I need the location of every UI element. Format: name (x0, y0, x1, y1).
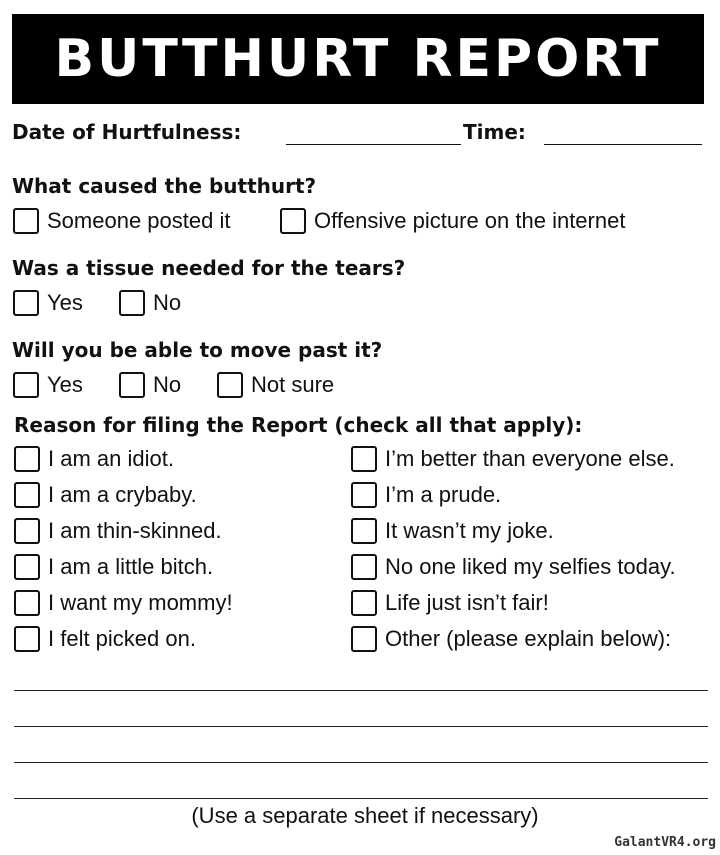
option-label: I’m a prude. (385, 482, 502, 507)
checkbox-box[interactable] (351, 626, 377, 652)
option-label: I want my mommy! (48, 590, 233, 615)
checkbox-move-past-no[interactable] (119, 372, 181, 398)
checkbox-reason-not-my-joke[interactable] (351, 518, 554, 544)
option-label: No (153, 372, 182, 397)
checkbox-box[interactable] (14, 590, 40, 616)
question-reasons: Reason for filing the Report (check all that apply): (14, 413, 583, 437)
checkbox-box[interactable] (217, 372, 243, 398)
checkbox-box[interactable] (351, 518, 377, 544)
option-label: Other (please explain below): (385, 626, 672, 651)
option-label: Offensive picture on the internet (314, 208, 626, 233)
report-title-banner (12, 14, 704, 104)
checkbox-box[interactable] (13, 208, 39, 234)
option-label: I am a little bitch. (48, 554, 214, 579)
explanation-line[interactable] (14, 798, 708, 799)
checkbox-box[interactable] (351, 554, 377, 580)
checkbox-move-past-yes[interactable] (13, 372, 83, 398)
option-label: I’m better than everyone else. (385, 446, 675, 471)
option-label: Yes (47, 372, 83, 397)
checkbox-box[interactable] (14, 554, 40, 580)
option-label: Not sure (251, 372, 335, 397)
checkbox-reason-better[interactable] (351, 446, 675, 472)
checkbox-box[interactable] (351, 482, 377, 508)
option-label: Someone posted it (47, 208, 231, 233)
option-label: It wasn’t my joke. (385, 518, 554, 543)
checkbox-box[interactable] (14, 446, 40, 472)
date-label: Date of Hurtfulness: (12, 120, 242, 144)
checkbox-box[interactable] (14, 518, 40, 544)
checkbox-reason-idiot[interactable] (14, 446, 174, 472)
checkbox-reason-selfies[interactable] (351, 554, 676, 580)
option-label: No one liked my selfies today. (385, 554, 676, 579)
question-cause: What caused the butthurt? (12, 174, 317, 198)
checkbox-box[interactable] (14, 482, 40, 508)
question-tissue: Was a tissue needed for the tears? (12, 256, 406, 280)
question-move-past: Will you be able to move past it? (12, 338, 383, 362)
checkbox-move-past-not-sure[interactable] (217, 372, 334, 398)
checkbox-box[interactable] (280, 208, 306, 234)
watermark: GalantVR4.org (614, 835, 716, 850)
checkbox-tissue-yes[interactable] (13, 290, 83, 316)
checkbox-box[interactable] (14, 626, 40, 652)
option-label: I am an idiot. (48, 446, 174, 471)
checkbox-box[interactable] (351, 590, 377, 616)
checkbox-reason-crybaby[interactable] (14, 482, 197, 508)
explanation-line[interactable] (14, 726, 708, 727)
checkbox-reason-picked-on[interactable] (14, 626, 196, 652)
checkbox-reason-other[interactable] (351, 626, 671, 652)
option-label: I am a crybaby. (48, 482, 197, 507)
checkbox-reason-mommy[interactable] (14, 590, 233, 616)
separate-sheet-note: (Use a separate sheet if necessary) (191, 803, 539, 828)
checkbox-reason-not-fair[interactable] (351, 590, 549, 616)
time-field[interactable] (544, 144, 702, 145)
checkbox-reason-prude[interactable] (351, 482, 501, 508)
explanation-line[interactable] (14, 690, 708, 691)
checkbox-box[interactable] (119, 372, 145, 398)
checkbox-tissue-no[interactable] (119, 290, 181, 316)
option-label: I am thin-skinned. (48, 518, 222, 543)
checkbox-box[interactable] (13, 290, 39, 316)
checkbox-box[interactable] (119, 290, 145, 316)
checkbox-someone-posted-it[interactable] (13, 208, 230, 234)
time-label: Time: (463, 120, 526, 144)
option-label: Yes (47, 290, 83, 315)
explanation-line[interactable] (14, 762, 708, 763)
option-label: No (153, 290, 182, 315)
report-title: BUTTHURT REPORT (54, 29, 662, 89)
checkbox-box[interactable] (13, 372, 39, 398)
option-label: Life just isn’t fair! (385, 590, 549, 615)
checkbox-offensive-picture[interactable] (280, 208, 625, 234)
checkbox-reason-little[interactable] (14, 554, 213, 580)
date-field[interactable] (286, 144, 461, 145)
checkbox-reason-thin-skinned[interactable] (14, 518, 222, 544)
option-label: I felt picked on. (48, 626, 196, 651)
checkbox-box[interactable] (351, 446, 377, 472)
